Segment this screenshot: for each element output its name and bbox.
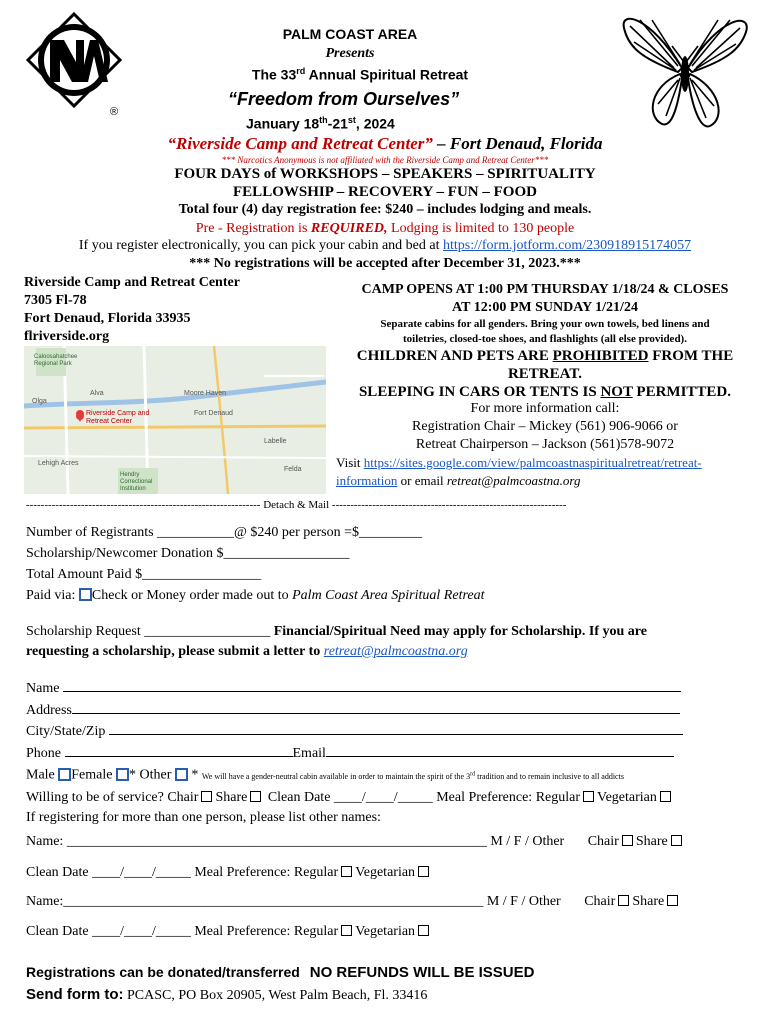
retreat-website-link-cont[interactable]: information [336, 473, 398, 488]
person1-share-checkbox[interactable] [671, 835, 682, 846]
person1-clean-date[interactable]: Clean Date ____/____/_____ Meal Preference: Regular [26, 865, 339, 880]
annual-title: The 33rd Annual Spiritual Retreat [251, 66, 469, 83]
map-label: Moore Haven [184, 390, 227, 397]
retreat-theme: “Freedom from Ourselves” [228, 89, 460, 109]
camp-opens: CAMP OPENS AT 1:00 PM THURSDAY 1/18/24 & CLOSES AT 12:00 PM SUNDAY 1/21/24 [361, 282, 729, 315]
na-logo [24, 10, 124, 120]
map-label: Fort Denaud [194, 410, 233, 417]
service-row: Willing to be of service? Chair Share Clean Date ____/____/_____ Meal Preference: Regular Vegetarian [26, 788, 674, 808]
contact-info: For more information call: Registration Chair – Mickey (561) 906-9066 or Retreat Chairperson – Jackson (561)578-9072 [412, 401, 678, 452]
female-checkbox[interactable] [116, 768, 129, 781]
male-checkbox[interactable] [58, 768, 71, 781]
vegetarian-checkbox[interactable] [660, 791, 671, 802]
contact-fields [26, 678, 683, 787]
name-row[interactable]: Name [26, 678, 683, 700]
additional-person-1-details: Clean Date ____/____/_____ Meal Preference: Regular Vegetarian [26, 865, 432, 881]
name-field[interactable] [63, 678, 681, 692]
retreat-website-link[interactable]: https://sites.google.com/view/palmcoastnaspiritualretreat/retreat- [363, 455, 702, 470]
additional-person-2: Name:____________________________________________________________ M / F / Other Chair Share [26, 894, 681, 910]
butterfly-illustration [610, 6, 760, 136]
additional-person-1: Name: ____________________________________________________________ M / F / Other Chair Share [26, 834, 685, 850]
multi-person-note: If registering for more than one person, please list other names: [26, 810, 381, 825]
venue-line: “Riverside Camp and Retreat Center” – Fort Denaud, Florida [167, 134, 603, 153]
person2-clean-date[interactable]: Clean Date ____/____/_____ Meal Preference: Regular [26, 924, 339, 939]
send-form: Send form to: PCASC, PO Box 20905, West Palm Beach, Fl. 33416 [26, 986, 428, 1003]
additional-person-2-details: Clean Date ____/____/_____ Meal Preference: Regular Vegetarian [26, 924, 432, 940]
detach-line: ---------------------------------------------------------------- Detach & Mail ---------------------------------------------------------------- [26, 499, 567, 511]
visit-info: Visit https://sites.google.com/view/palmcoastnaspiritualretreat/retreat- information or email retreat@palmcoastna.org [336, 455, 702, 488]
electronic-registration: If you register electronically, you can pick your cabin and bed at https://form.jotform.com/230918915174057 [78, 238, 692, 253]
map-label: Felda [284, 466, 302, 473]
location-map[interactable] [24, 346, 326, 494]
registrants-field[interactable]: Number of Registrants ___________@ $240 per person =$_________ [26, 525, 423, 540]
no-refunds: NO REFUNDS WILL BE ISSUED [309, 964, 535, 981]
person2-vegetarian-checkbox[interactable] [418, 925, 429, 936]
total-paid-field[interactable]: Total Amount Paid $_________________ [26, 567, 262, 582]
workshops-line: FOUR DAYS of WORKSHOPS – SPEAKERS – SPIRITUALITY [174, 166, 596, 182]
disclaimer: *** Narcotics Anonymous is not affiliated with the Riverside Camp and Retreat Center*** [221, 155, 549, 165]
phone-field[interactable] [65, 743, 293, 757]
address-line: 7305 Fl-78 [24, 293, 87, 308]
cabins-note: Separate cabins for all genders. Bring your own towels, bed linens and toiletries, closed-toe shoes, and flashlights (all else provided). [380, 318, 710, 345]
regular-checkbox[interactable] [583, 791, 594, 802]
registered-mark: ® [110, 106, 119, 118]
scholarship-request: Scholarship Request __________________ Financial/Spiritual Need may apply for Scholarship. If you are requesting a scholarship, please submit a letter to retreat@palmcoastna.org [26, 624, 647, 659]
jotform-link[interactable]: https://form.jotform.com/230918915174057 [443, 238, 692, 253]
person1-regular-checkbox[interactable] [341, 866, 352, 877]
children-pets-notice: CHILDREN AND PETS ARE PROHIBITED FROM THE RETREAT. SLEEPING IN CARS OR TENTS IS NOT PERMITTED. [356, 348, 734, 400]
person2-chair-checkbox[interactable] [618, 895, 629, 906]
address-line: flriverside.org [24, 329, 110, 344]
address-row[interactable]: Address [26, 700, 683, 722]
person2-regular-checkbox[interactable] [341, 925, 352, 936]
registration-fee: Total four (4) day registration fee: $240 – includes lodging and meals. [178, 202, 592, 217]
phone-email-row[interactable]: Phone Email [26, 743, 683, 765]
paid-via-row: Paid via: Check or Money order made out to Palm Coast Area Spiritual Retreat [26, 588, 485, 603]
person2-name-field[interactable]: Name:____________________________________________________________ M / F / Other [26, 894, 561, 909]
map-label: Labelle [264, 438, 287, 445]
chair-checkbox[interactable] [201, 791, 212, 802]
gender-note: We will have a gender-neutral cabin available in order to maintain the spirit of the 3rd tradition and to remain inclusive to all addicts [201, 771, 624, 781]
share-checkbox[interactable] [250, 791, 261, 802]
gender-row: Male Female * Other * We will have a gender-neutral cabin available in order to maintain the spirit of the 3rd tradition and to remain inclusive to all addicts [26, 767, 624, 783]
person2-share-checkbox[interactable] [667, 895, 678, 906]
retreat-dates: January 18th-21st, 2024 [246, 115, 395, 132]
email-field[interactable] [326, 743, 674, 757]
map-label: Alva [90, 390, 104, 397]
city-field[interactable] [109, 721, 683, 735]
scholarship-email-link[interactable]: retreat@palmcoastna.org [323, 644, 468, 659]
presents-label: Presents [325, 46, 375, 61]
map-label: Hendry Correctional Institution [120, 472, 153, 492]
person1-name-field[interactable]: Name: ____________________________________________________________ M / F / Other [26, 834, 565, 849]
check-checkbox[interactable] [79, 588, 92, 601]
address-field[interactable] [72, 700, 680, 714]
camp-address [24, 274, 240, 346]
contact-email: retreat@palmcoastna.org [446, 473, 581, 488]
map-place-label: Riverside Camp and Retreat Center [86, 410, 150, 425]
address-line: Riverside Camp and Retreat Center [24, 275, 240, 290]
address-line: Fort Denaud, Florida 33935 [24, 311, 191, 326]
other-checkbox[interactable] [175, 768, 188, 781]
service-section [26, 788, 674, 828]
deadline-note: *** No registrations will be accepted after December 31, 2023.*** [189, 256, 581, 271]
person1-chair-checkbox[interactable] [622, 835, 633, 846]
org-name: PALM COAST AREA [282, 26, 418, 42]
donation-note: Registrations can be donated/transferred NO REFUNDS WILL BE ISSUED [26, 964, 535, 981]
fellowship-line: FELLOWSHIP – RECOVERY – FUN – FOOD [233, 184, 537, 200]
form-payment [26, 522, 485, 606]
person1-vegetarian-checkbox[interactable] [418, 866, 429, 877]
city-row[interactable]: City/State/Zip [26, 721, 683, 743]
map-label: Olga [32, 398, 47, 405]
map-label: Caloosahatchee Regional Park [34, 354, 78, 367]
map-label: Lehigh Acres [38, 460, 79, 467]
pre-registration-note: Pre - Registration is REQUIRED, Lodging is limited to 130 people [195, 221, 575, 236]
scholarship-donation-field[interactable]: Scholarship/Newcomer Donation $__________________ [26, 546, 350, 561]
